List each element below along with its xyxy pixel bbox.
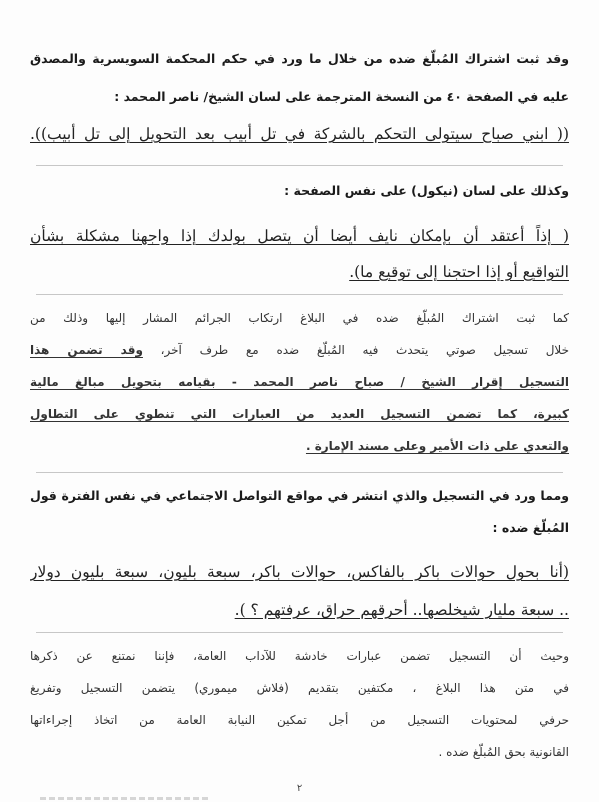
page-number: ٢ — [296, 783, 303, 794]
recording-paragraph — [30, 302, 569, 462]
quote-3-line-2: .. سبعة مليار شيخلصها.. أحرقهم حراق، عرفتهم ؟ ). — [234, 601, 569, 619]
quote-transfers — [30, 553, 569, 629]
intro-line-2: عليه في الصفحة ٤٠ من النسخة المترجمة على لسان الشيخ/ ناصر المحمد : — [114, 89, 569, 104]
nicole-heading-line: وكذلك على لسان (نيكول) على نفس الصفحة : — [284, 183, 569, 198]
closing-paragraph — [30, 640, 569, 768]
divider — [36, 472, 563, 473]
recording-line-4: كبيرة، كما تضمن التسجيل العديد من العبارات التي تنطوي على التطاول — [30, 407, 569, 421]
recording-line-3: التسجيل إقرار الشيخ / صباح ناصر المحمد - بقيامه بتحويل مبالغ مالية — [30, 375, 569, 389]
quote-nicole — [30, 218, 569, 290]
intro-line-1: وقد ثبت اشتراك المُبلّغ ضده من خلال ما ورد في حكم المحكمة السويسرية والمصدق — [30, 51, 569, 66]
nicole-heading — [30, 176, 569, 206]
scan-artifact — [40, 797, 210, 800]
quote-3-line-1: (أنا بحول حوالات باكر بالفاكس، حوالات باكر، سبعة بليون، سبعة بليون دولار — [30, 563, 569, 581]
divider — [36, 294, 563, 295]
recording-line-2 — [30, 334, 569, 366]
recording-line-1: كما ثبت اشتراك المُبلّغ ضده في البلاغ ارتكاب الجرائم المشار إليها وذلك من — [30, 311, 569, 325]
social-media-heading — [30, 480, 569, 544]
recording-line-2-plain: خلال تسجيل صوتي يتحدث فيه المُبلّغ ضده مع طرف آخر، — [142, 343, 569, 357]
closing-line-1: وحيث أن التسجيل تضمن عبارات خادشة للآداب العامة، فإننا نمتنع عن ذكرها — [30, 649, 569, 663]
divider — [36, 632, 563, 633]
quote-1-line-1: (( ابني صباح سيتولى التحكم بالشركة في تل أبيب بعد التحويل إلى تل أبيب)). — [30, 125, 569, 143]
closing-line-3: حرفي لمحتويات التسجيل من أجل تمكين النيابة العامة من اتخاذ إجراءاتها — [30, 713, 569, 727]
quote-2-line-1: ( إذاً أعتقد أن بإمكان نايف أيضا أن يتصل بولدك إذا واجهنا مشكلة بشأن — [30, 227, 569, 245]
social-heading-line-2: المُبلّغ ضده : — [492, 520, 569, 535]
quote-son-sabah — [30, 118, 569, 150]
closing-line-4: القانونية بحق المُبلّغ ضده . — [438, 745, 569, 759]
closing-line-2: في متن هذا البلاغ ، مكتفين بتقديم (فلاش ميموري) يتضمن التسجيل وتفريغ — [30, 681, 569, 695]
divider — [36, 165, 563, 166]
intro-paragraph — [30, 40, 569, 116]
recording-line-2-bold: وقد تضمن هذا — [30, 343, 143, 357]
recording-line-5: والتعدي على ذات الأمير وعلى مسند الإمارة . — [305, 439, 569, 453]
social-heading-line-1: ومما ورد في التسجيل والذي انتشر في مواقع التواصل الاجتماعي في نفس الفترة قول — [30, 488, 569, 503]
quote-2-line-2: التواقيع أو إذا احتجنا إلى توقيع ما). — [349, 263, 569, 281]
